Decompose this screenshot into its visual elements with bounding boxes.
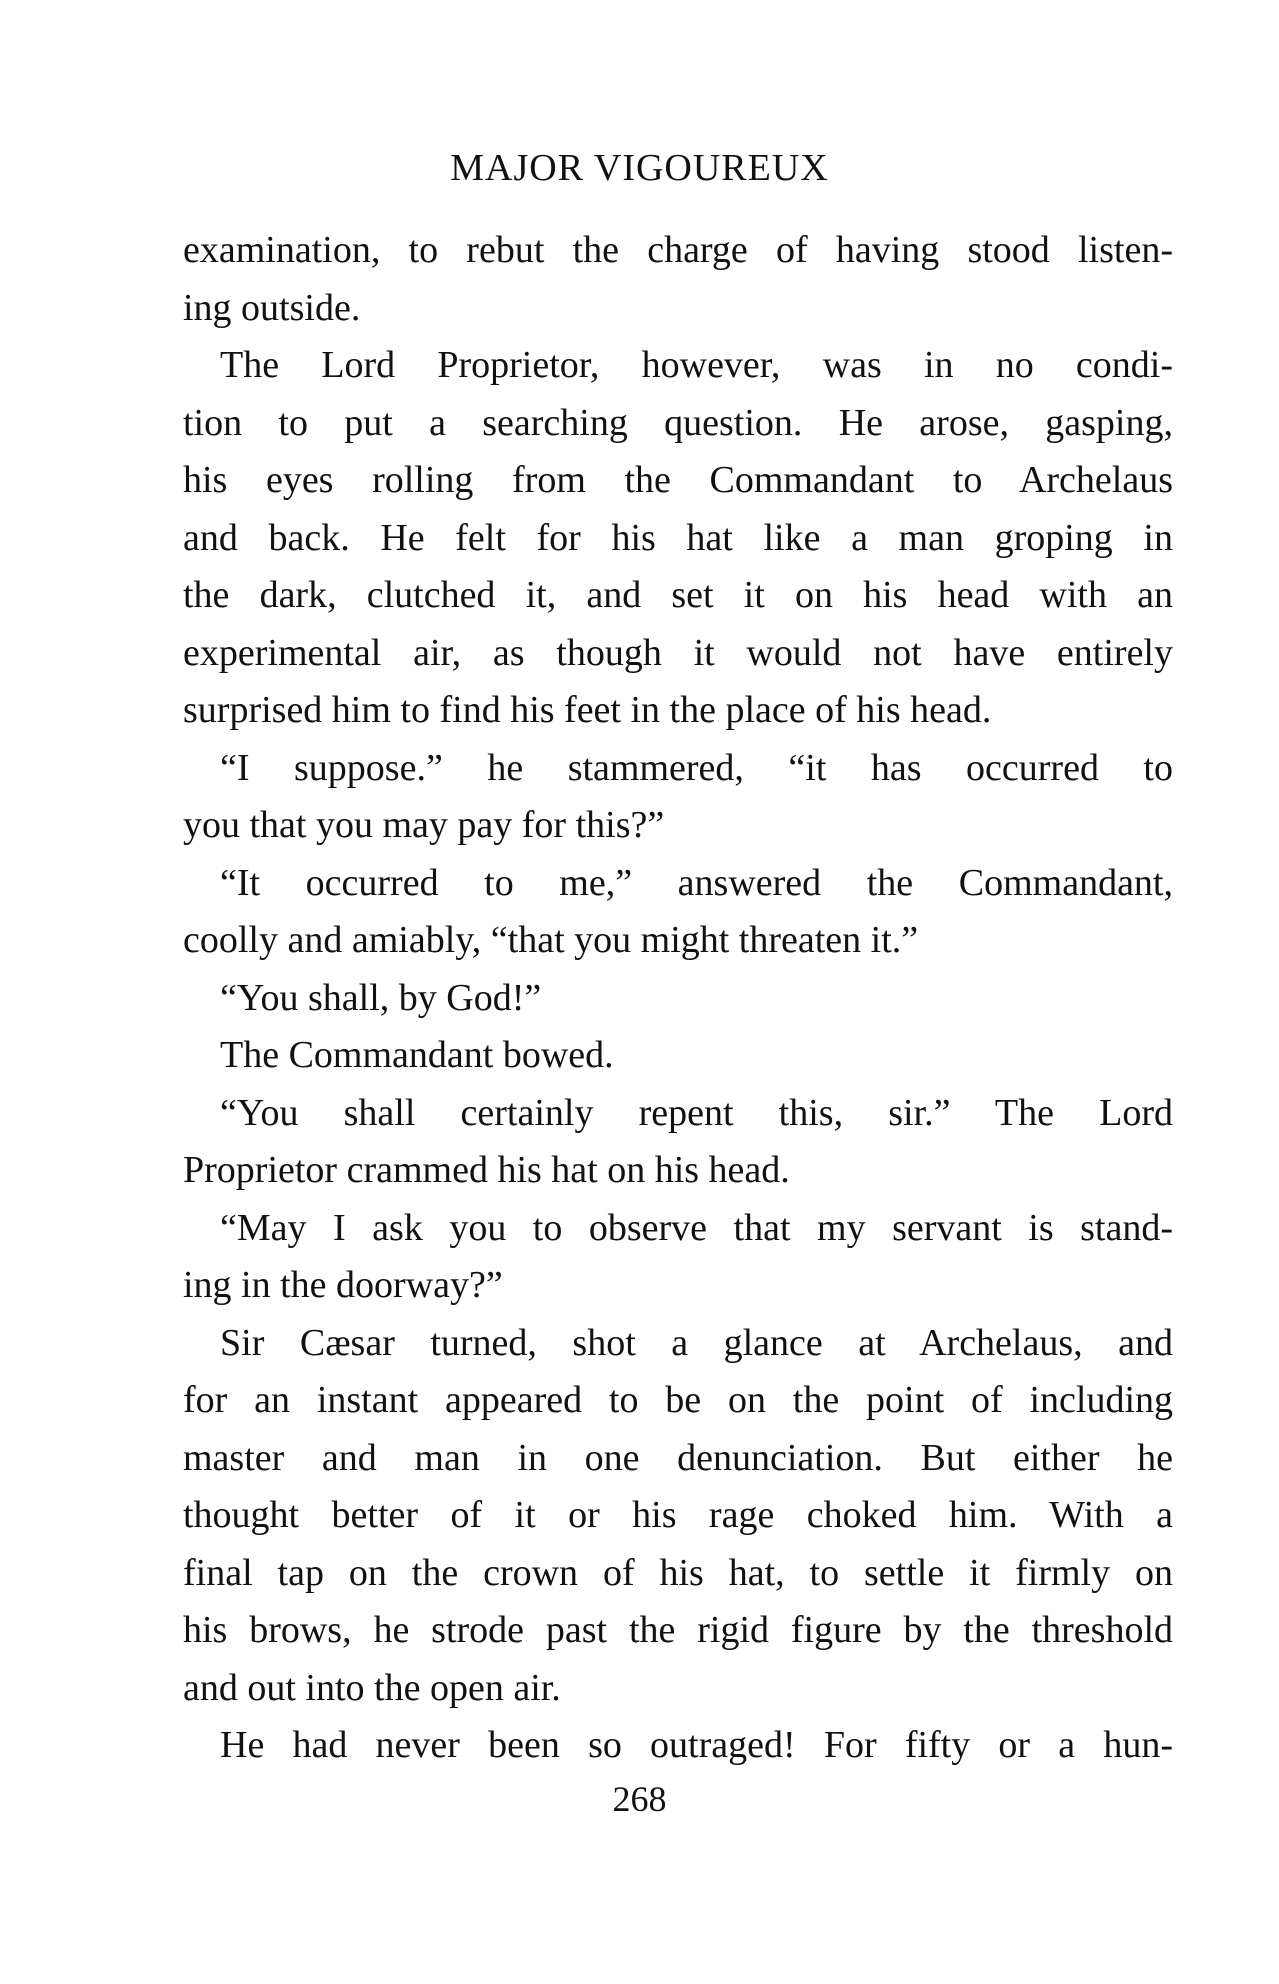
text-line: “I suppose.” he stammered, “it has occurred to [220,746,1173,789]
text-line: experimental air, as though it would not have entirely [183,631,1173,674]
text-line: surprised him to find his feet in the place of his head. [183,689,992,731]
text-line: examination, to rebut the charge of having stood listen- [183,229,1173,271]
text-line: and back. He felt for his hat like a man groping in [183,516,1173,559]
body-text [183,222,1173,1775]
text-line: Proprietor crammed his hat on his head. [183,1149,790,1191]
text-line: “It occurred to me,” answered the Commandant, [220,861,1173,904]
text-line: and out into the open air. [183,1666,561,1709]
text-line: coolly and amiably, “that you might threaten it.” [183,919,919,961]
text-line: tion to put a searching question. He arose, gasping, [183,401,1173,444]
text-line: “You shall certainly repent this, sir.” The Lord [220,1091,1173,1134]
text-line: final tap on the crown of his hat, to settle it firmly on [183,1551,1173,1594]
running-head: MAJOR VIGOUREUX [450,147,829,189]
text-line: ing outside. [183,286,361,329]
text-line: ing in the doorway?” [183,1264,503,1306]
text-line: He had never been so outraged! For fifty or a hun- [220,1724,1173,1766]
text-line: thought better of it or his rage choked him. With a [183,1494,1173,1536]
text-line: you that you may pay for this?” [183,804,665,846]
text-line: the dark, clutched it, and set it on his head with an [183,574,1173,616]
text-line: master and man in one denunciation. But either he [183,1436,1173,1479]
text-line: his eyes rolling from the Commandant to Archelaus [183,459,1173,501]
text-line: his brows, he strode past the rigid figure by the threshold [183,1609,1173,1651]
text-line: “You shall, by God!” [220,976,542,1019]
text-line: Sir Cæsar turned, shot a glance at Archelaus, and [220,1321,1173,1364]
text-line: for an instant appeared to be on the point of including [183,1379,1173,1421]
text-line: “May I ask you to observe that my servant is stand- [220,1206,1173,1249]
text-line: The Commandant bowed. [220,1034,614,1076]
text-line: The Lord Proprietor, however, was in no condi- [220,344,1173,386]
page-number: 268 [612,1779,667,1819]
